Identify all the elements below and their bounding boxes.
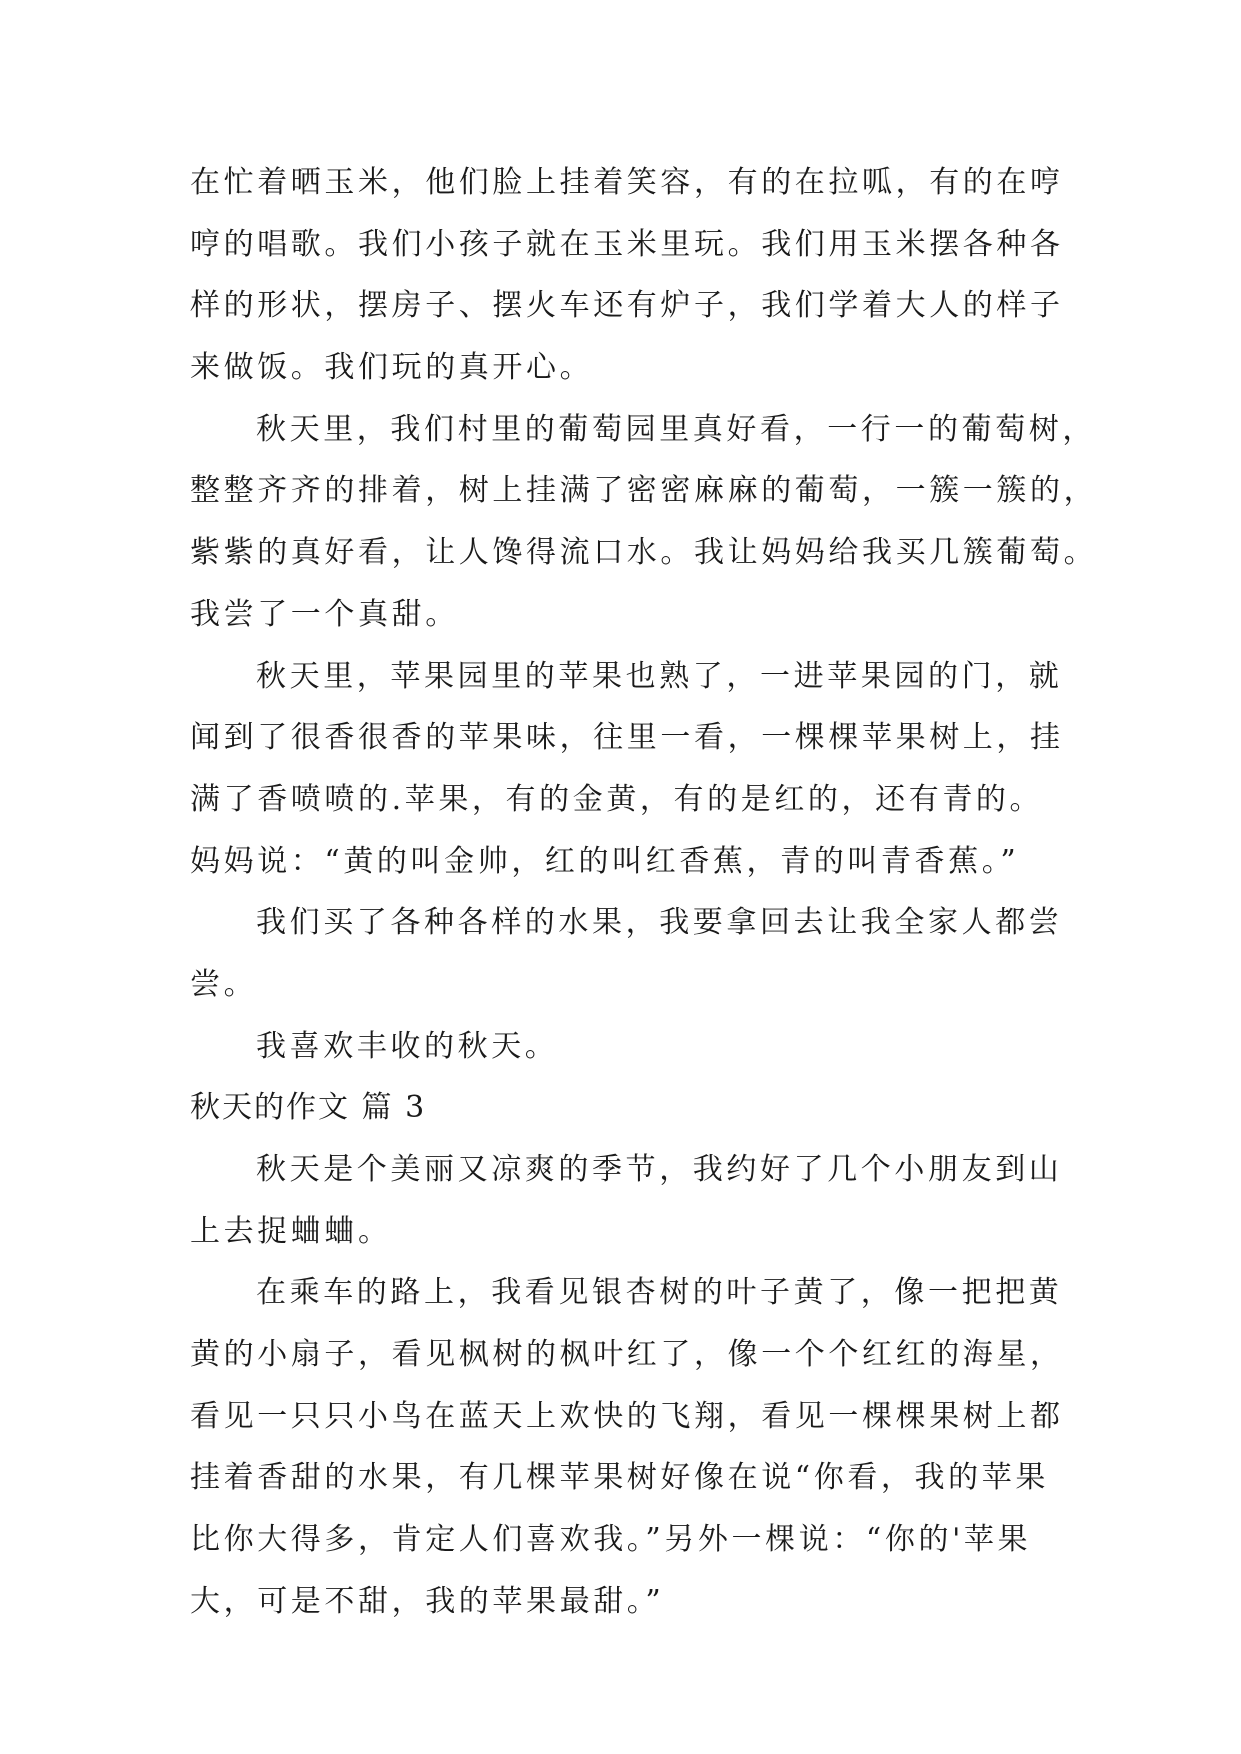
text-line: 黄的小扇子，看见枫树的枫叶红了，像一个个红红的海星， <box>190 1337 1064 1373</box>
text-line: 上去捉蛐蛐。 <box>190 1213 392 1249</box>
document-body <box>190 152 1098 1633</box>
text-line: 大，可是不甜，我的苹果最甜。” <box>190 1583 665 1619</box>
text-line: 哼的唱歌。我们小孩子就在玉米里玩。我们用玉米摆各种各 <box>190 226 1064 262</box>
paragraph-start-line: 秋天里，我们村里的葡萄园里真好看，一行一的葡萄树， <box>256 411 1096 447</box>
paragraph-start-line: 秋天是个美丽又凉爽的季节，我约好了几个小朋友到山 <box>256 1152 1063 1187</box>
text-line: 整整齐齐的排着，树上挂满了密密麻麻的葡萄，一簇一簇的， <box>190 473 1098 509</box>
text-line: 我尝了一个真甜。 <box>190 596 459 632</box>
paragraph-start-line: 秋天里，苹果园里的苹果也熟了，一进苹果园的门，就 <box>256 658 1063 694</box>
text-line: 比你大得多，肯定人们喜欢我。”另外一棵说：“你的'苹果 <box>190 1522 1032 1558</box>
text-line: 妈妈说：“黄的叫金帅，红的叫红香蕉，青的叫青香蕉。” <box>190 843 1020 879</box>
text-line: 尝。 <box>190 966 258 1002</box>
text-line: 样的形状，摆房子、摆火车还有炉子，我们学着大人的样子 <box>190 288 1064 324</box>
text-line: 闻到了很香很香的苹果味，往里一看，一棵棵苹果树上，挂 <box>190 720 1064 756</box>
paragraph-start-line: 我们买了各种各样的水果，我要拿回去让我全家人都尝 <box>256 905 1063 941</box>
text-line: 满了香喷喷的.苹果，有的金黄，有的是红的，还有青的。 <box>190 781 1044 817</box>
paragraph-start-line: 我喜欢丰收的秋天。 <box>256 1028 559 1064</box>
text-line: 挂着香甜的水果，有几棵苹果树好像在说“你看，我的苹果 <box>190 1460 1049 1496</box>
text-line: 在忙着晒玉米，他们脸上挂着笑容，有的在拉呱，有的在哼 <box>190 165 1064 200</box>
text-line: 来做饭。我们玩的真开心。 <box>190 350 594 386</box>
section-heading: 秋天的作文 篇 3 <box>190 1090 427 1126</box>
paragraph-start-line: 在乘车的路上，我看见银杏树的叶子黄了，像一把把黄 <box>256 1275 1063 1311</box>
text-line: 看见一只只小鸟在蓝天上欢快的飞翔，看见一棵棵果树上都 <box>190 1398 1064 1434</box>
text-line: 紫紫的真好看，让人馋得流口水。我让妈妈给我买几簇葡萄。 <box>190 535 1098 571</box>
